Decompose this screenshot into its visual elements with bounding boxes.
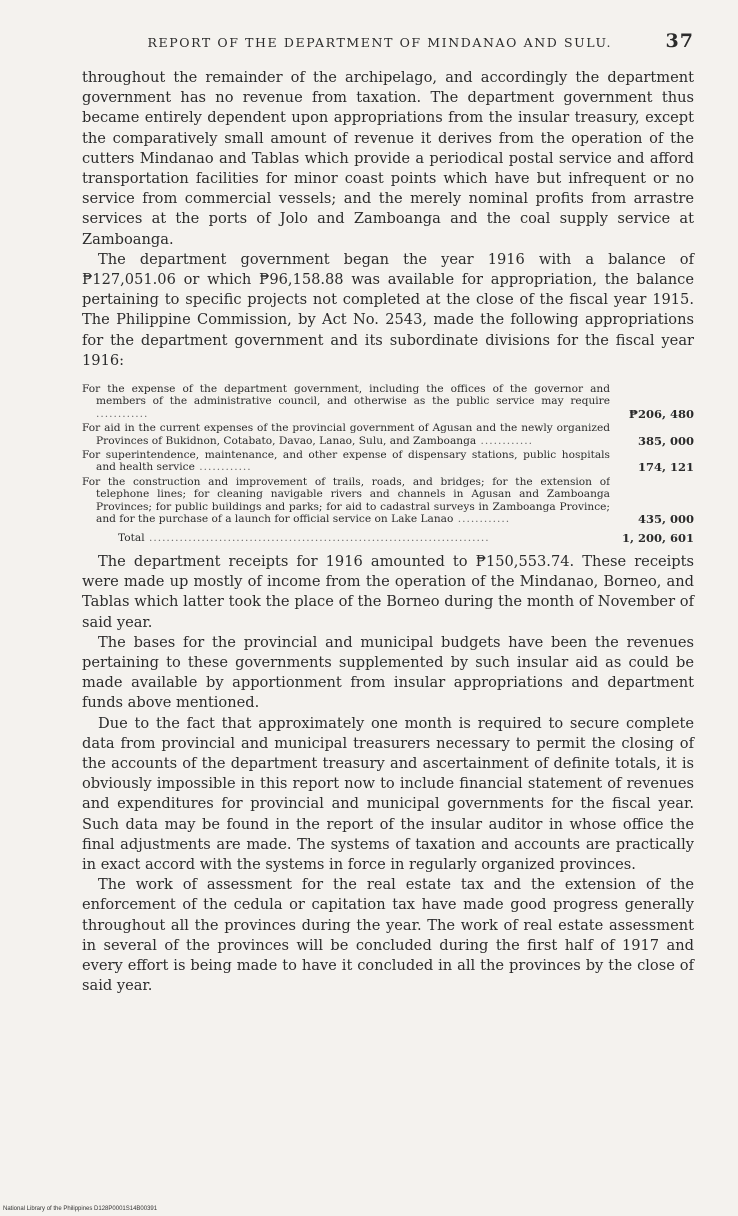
appropriations-table [82,383,694,544]
total-label: Total [118,531,145,544]
appropriation-row: For the construction and improvement of trails, roads, and bridges; for the extension of telephone lines; for cleaning navigable rivers and channels in Agusan and Zamboanga Provinces; for public buildings and parks; for aid to cadastral surveys in Zamboanga Province; and for the purchase of a launch for official service on Lake Lanao ............ 435, 000 [82,475,694,527]
running-title: REPORT OF THE DEPARTMENT OF MINDANAO AND SULU. [147,35,613,50]
appropriation-row: For superintendence, maintenance, and other expense of dispensary stations, public hospitals and health service ............ 174, 121 [82,449,694,475]
paragraph: The bases for the provincial and municipal budgets have been the revenues pertaining to these governments supplemented by such insular aid as could be made available by apportionment from insular appropriations and department funds above mentioned. [82,633,694,712]
archive-stamp: National Library of the Philippines D128P0001S14B00391 [3,1206,158,1212]
appropriation-amount: 385, 000 [637,433,694,448]
total-amount: 1, 200, 601 [621,530,694,545]
appropriation-amount: 435, 000 [637,512,694,527]
paragraph: The department government began the year 1916 with a balance of ₱127,051.06 or which ₱96,158.88 was available for appropriation, the balance pertaining to specific projects not completed at the close of the fiscal year 1915. The Philippine Commission, by Act No. 2543, made the following appropriations for the department government and its subordinate divisions for the fiscal year 1916: [82,250,694,369]
page-number: 37 [665,30,694,52]
page-header [82,30,694,60]
paragraph: throughout the remainder of the archipelago, and accordingly the department government has no revenue from taxation. The department government thus became entirely dependent upon appropriations from the insular treasury, except the comparatively small amount of revenue it derives from the operation of the cutters Mindanao and Tablas which provide a periodical postal service and afford transportation facilities for minor coast points which have but infrequent or no service from commercial vessels; and the merely nominal profits from arrastre services at the ports of Jolo and Zamboanga and the coal supply service at Zamboanga. [82,69,694,248]
appropriation-row: For the expense of the department government, including the offices of the governor and members of the administrative council, and otherwise as the public service may require ............ ₱206, 480 [82,383,694,421]
paragraph: The work of assessment for the real estate tax and the extension of the enforcement of the cedula or capitation tax have made good progress generally throughout all the provinces during the year. The work of real estate assessment in several of the provinces will be concluded during the first half of 1917 and every effort is being made to have it concluded in all the provinces by the close of said year. [82,876,694,995]
appropriation-row: For aid in the current expenses of the provincial government of Agusan and the newly organized Provinces of Bukidnon, Cotabato, Davao, Lanao, Sulu, and Zamboanga ............ 385, 000 [82,422,694,448]
paragraph: Due to the fact that approximately one month is required to secure complete data from provincial and municipal treasurers necessary to permit the closing of the accounts of the department treasury and ascertainment of definite totals, it is obviously impossible in this report now to include financial statement of revenues and expenditures for provincial and municipal governments for the fiscal year. Such data may be found in the report of the insular auditor in whose office the final adjustments are made. The systems of taxation and accounts are practically in exact accord with the systems in force in regularly organized provinces. [82,714,694,873]
appropriation-amount: 174, 121 [637,460,694,475]
appropriation-text: For the expense of the department government, including the offices of the governor and members of the administrative council, and otherwise as the public service may require [82,383,610,408]
paragraph: The department receipts for 1916 amounted to ₱150,553.74. These receipts were made up mostly of income from the operation of the Mindanao, Borneo, and Tablas which latter took the place of the Borneo during the month of November of said year. [82,552,694,631]
appropriation-text: For superintendence, maintenance, and other expense of dispensary stations, public hospitals and health service [82,449,610,474]
appropriation-amount: ₱206, 480 [628,406,694,421]
appropriation-text: For aid in the current expenses of the provincial government of Agusan and the newly organized Provinces of Bukidnon, Cotabato, Davao, Lanao, Sulu, and Zamboanga [82,422,610,447]
appropriation-text: For the construction and improvement of trails, roads, and bridges; for the extension of telephone lines; for cleaning navigable rivers and channels in Agusan and Zamboanga Provinces; for public buildings and parks; for aid to cadastral surveys in Zamboanga Province; and for the purchase of a launch for official service on Lake Lanao [82,475,610,526]
total-row: Total .............................................................................. 1, 200, 601 [118,530,694,545]
document-page [82,30,694,996]
